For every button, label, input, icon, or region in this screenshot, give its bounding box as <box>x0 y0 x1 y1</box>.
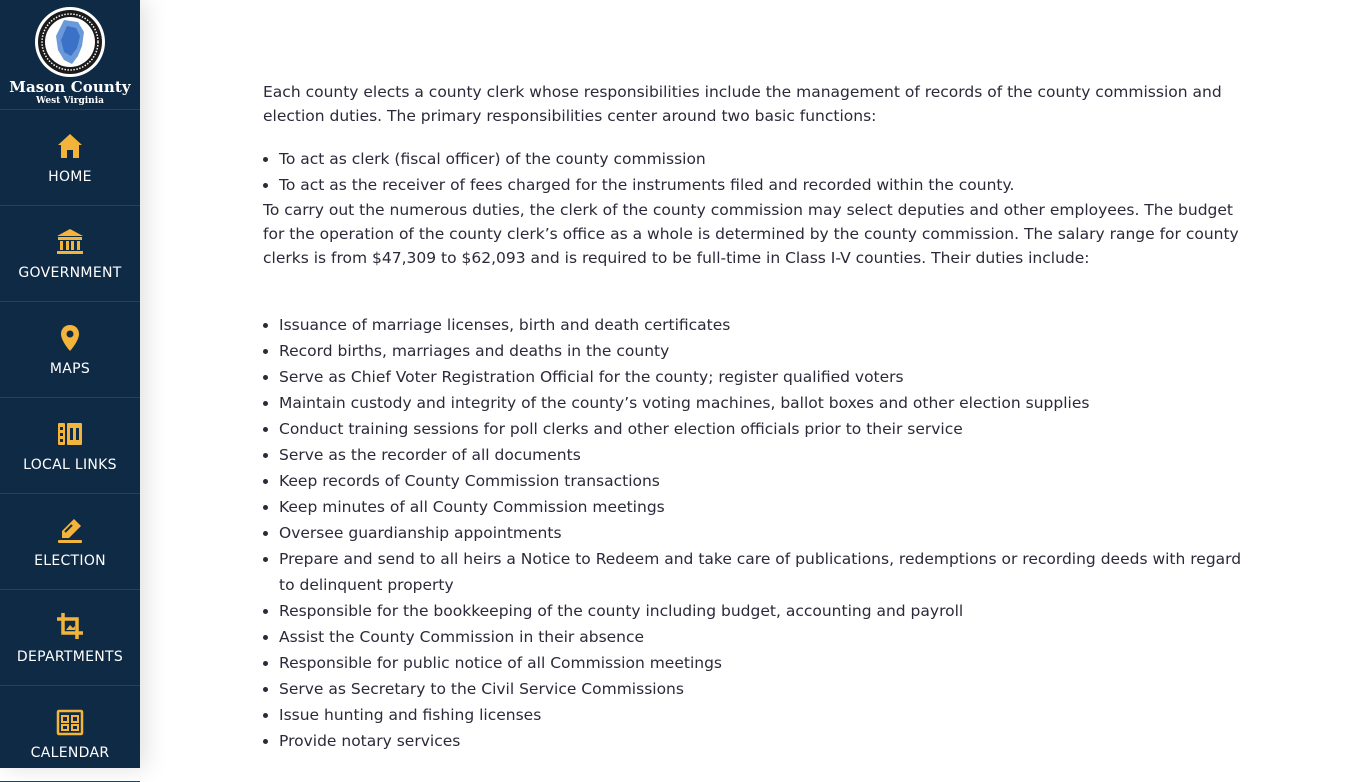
crop-icon <box>56 612 84 640</box>
calendar-icon <box>56 708 84 736</box>
nav-item-home[interactable] <box>0 110 140 206</box>
list-item: • Serve as Secretary to the Civil Service Commissions <box>279 676 1253 702</box>
nav-item-departments[interactable] <box>0 590 140 686</box>
sidebar <box>0 0 140 768</box>
main-content <box>263 80 1253 754</box>
list-item: • Assist the County Commission in their absence <box>279 624 1253 650</box>
pen-sign-icon <box>56 516 84 544</box>
nav-item-government[interactable] <box>0 206 140 302</box>
list-item: • Issue hunting and fishing licenses <box>279 702 1253 728</box>
nav-label-calendar: CALENDAR <box>30 745 110 761</box>
list-item: • Record births, marriages and deaths in the county <box>279 338 1253 364</box>
list-item: • Keep records of County Commission transactions <box>279 468 1253 494</box>
list-item: • Responsible for public notice of all Commission meetings <box>279 650 1253 676</box>
map-pin-icon <box>56 324 84 352</box>
list-item: • Oversee guardianship appointments <box>279 520 1253 546</box>
nav-label-home: HOME <box>48 169 92 185</box>
nav-label-maps: MAPS <box>49 361 91 377</box>
nav-label-local-links: LOCAL LINKS <box>23 457 117 473</box>
list-item: • To act as clerk (fiscal officer) of the county commission <box>279 146 1253 172</box>
nav-label-departments: DEPARTMENTS <box>16 649 124 665</box>
list-item: • To act as the receiver of fees charged for the instruments filed and recorded within the county. <box>279 172 1253 198</box>
duties-intro-paragraph: To carry out the numerous duties, the clerk of the county commission may select deputies and other employees. The budget for the operation of the county clerk’s office as a whole is determined by the county commission. The salary range for county clerks is from $47,309 to $62,093 and is required to be full-time in Class I-V counties. Their duties include: <box>263 201 1239 267</box>
logo-subtitle: West Virginia <box>36 96 104 106</box>
nav-item-election[interactable] <box>0 494 140 590</box>
functions-list <box>263 146 1253 198</box>
site-logo[interactable] <box>0 0 140 110</box>
list-item: • Conduct training sessions for poll clerks and other election officials prior to their service <box>279 416 1253 442</box>
list-item: • Maintain custody and integrity of the county’s voting machines, ballot boxes and other election supplies <box>279 390 1253 416</box>
county-seal-icon <box>34 6 106 78</box>
government-building-icon <box>56 228 84 256</box>
local-links-icon <box>56 420 84 448</box>
intro-paragraph: Each county elects a county clerk whose responsibilities include the management of records of the county commission and election duties. The primary responsibilities center around two basic functions: <box>263 83 1222 125</box>
nav-item-local-links[interactable] <box>0 398 140 494</box>
list-item: • Keep minutes of all County Commission meetings <box>279 494 1253 520</box>
list-item: • Responsible for the bookkeeping of the county including budget, accounting and payroll <box>279 598 1253 624</box>
list-item: • Serve as Chief Voter Registration Official for the county; register qualified voters <box>279 364 1253 390</box>
nav-item-maps[interactable] <box>0 302 140 398</box>
duties-list <box>263 312 1253 754</box>
nav-label-government: GOVERNMENT <box>18 265 122 281</box>
home-icon <box>56 132 84 160</box>
list-item: • Issuance of marriage licenses, birth and death certificates <box>279 312 1253 338</box>
list-item: • Prepare and send to all heirs a Notice to Redeem and take care of publications, redemptions or recording deeds with regard to delinquent property <box>279 546 1253 598</box>
nav-label-election: ELECTION <box>34 553 106 569</box>
list-item: • Serve as the recorder of all documents <box>279 442 1253 468</box>
list-item: • Provide notary services <box>279 728 1253 754</box>
logo-title: Mason County <box>9 78 131 96</box>
